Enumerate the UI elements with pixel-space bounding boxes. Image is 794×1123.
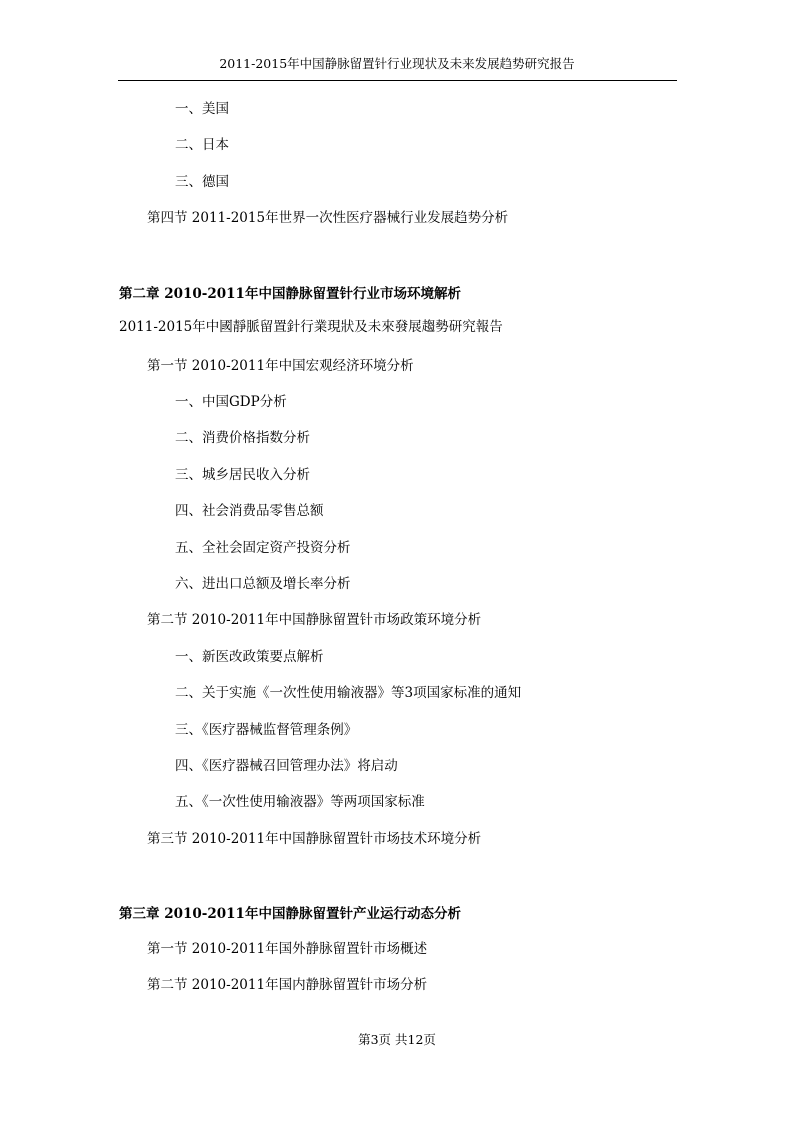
toc-item-regulation: 三、《医疗器械监督管理条例》 (175, 722, 358, 738)
toc-section-3: 第三节 2010-2011年中国静脉留置针市场技术环境分析 (147, 831, 482, 847)
toc-item-usa: 一、美国 (175, 101, 229, 117)
toc-ch3-section-2: 第二节 2010-2011年国内静脉留置针市场分析 (147, 977, 428, 993)
toc-item-germany: 三、德国 (175, 174, 229, 190)
toc-item-trade: 六、进出口总额及增长率分析 (175, 576, 351, 592)
toc-item-reform: 一、新医改政策要点解析 (175, 649, 324, 665)
toc-item-income: 三、城乡居民收入分析 (175, 467, 310, 483)
toc-item-standard-notice: 二、关于实施《一次性使用输液器》等3项国家标准的通知 (175, 685, 522, 701)
toc-chapter-3: 第三章 2010-2011年中国静脉留置针产业运行动态分析 (119, 906, 461, 922)
toc-item-standards: 五、《一次性使用输液器》等两项国家标准 (175, 794, 425, 810)
toc-item-recall: 四、《医疗器械召回管理办法》将启动 (175, 758, 398, 774)
toc-section-2: 第二节 2010-2011年中国静脉留置针市场政策环境分析 (147, 612, 482, 628)
toc-section-4: 第四节 2011-2015年世界一次性医疗器械行业发展趋势分析 (147, 210, 509, 226)
toc-section-1: 第一节 2010-2011年中国宏观经济环境分析 (147, 358, 414, 374)
header-rule (118, 80, 677, 81)
toc-chapter-2: 第二章 2010-2011年中国静脉留置针行业市场环境解析 (119, 286, 461, 302)
toc-item-retail: 四、社会消费品零售总额 (175, 503, 324, 519)
page-footer: 第3页 共12页 (358, 1032, 436, 1047)
toc-item-gdp: 一、中国GDP分析 (175, 394, 287, 410)
toc-item-japan: 二、日本 (175, 137, 229, 153)
toc-item-cpi: 二、消费价格指数分析 (175, 430, 310, 446)
toc-traditional-title: 2011-2015年中國靜脈留置針行業現狀及未來發展趨勢研究報告 (119, 319, 503, 335)
toc-item-investment: 五、全社会固定资产投资分析 (175, 540, 351, 556)
toc-ch3-section-1: 第一节 2010-2011年国外静脉留置针市场概述 (147, 941, 428, 957)
page-header-title: 2011-2015年中国静脉留置针行业现状及未来发展趋势研究报告 (219, 56, 575, 71)
